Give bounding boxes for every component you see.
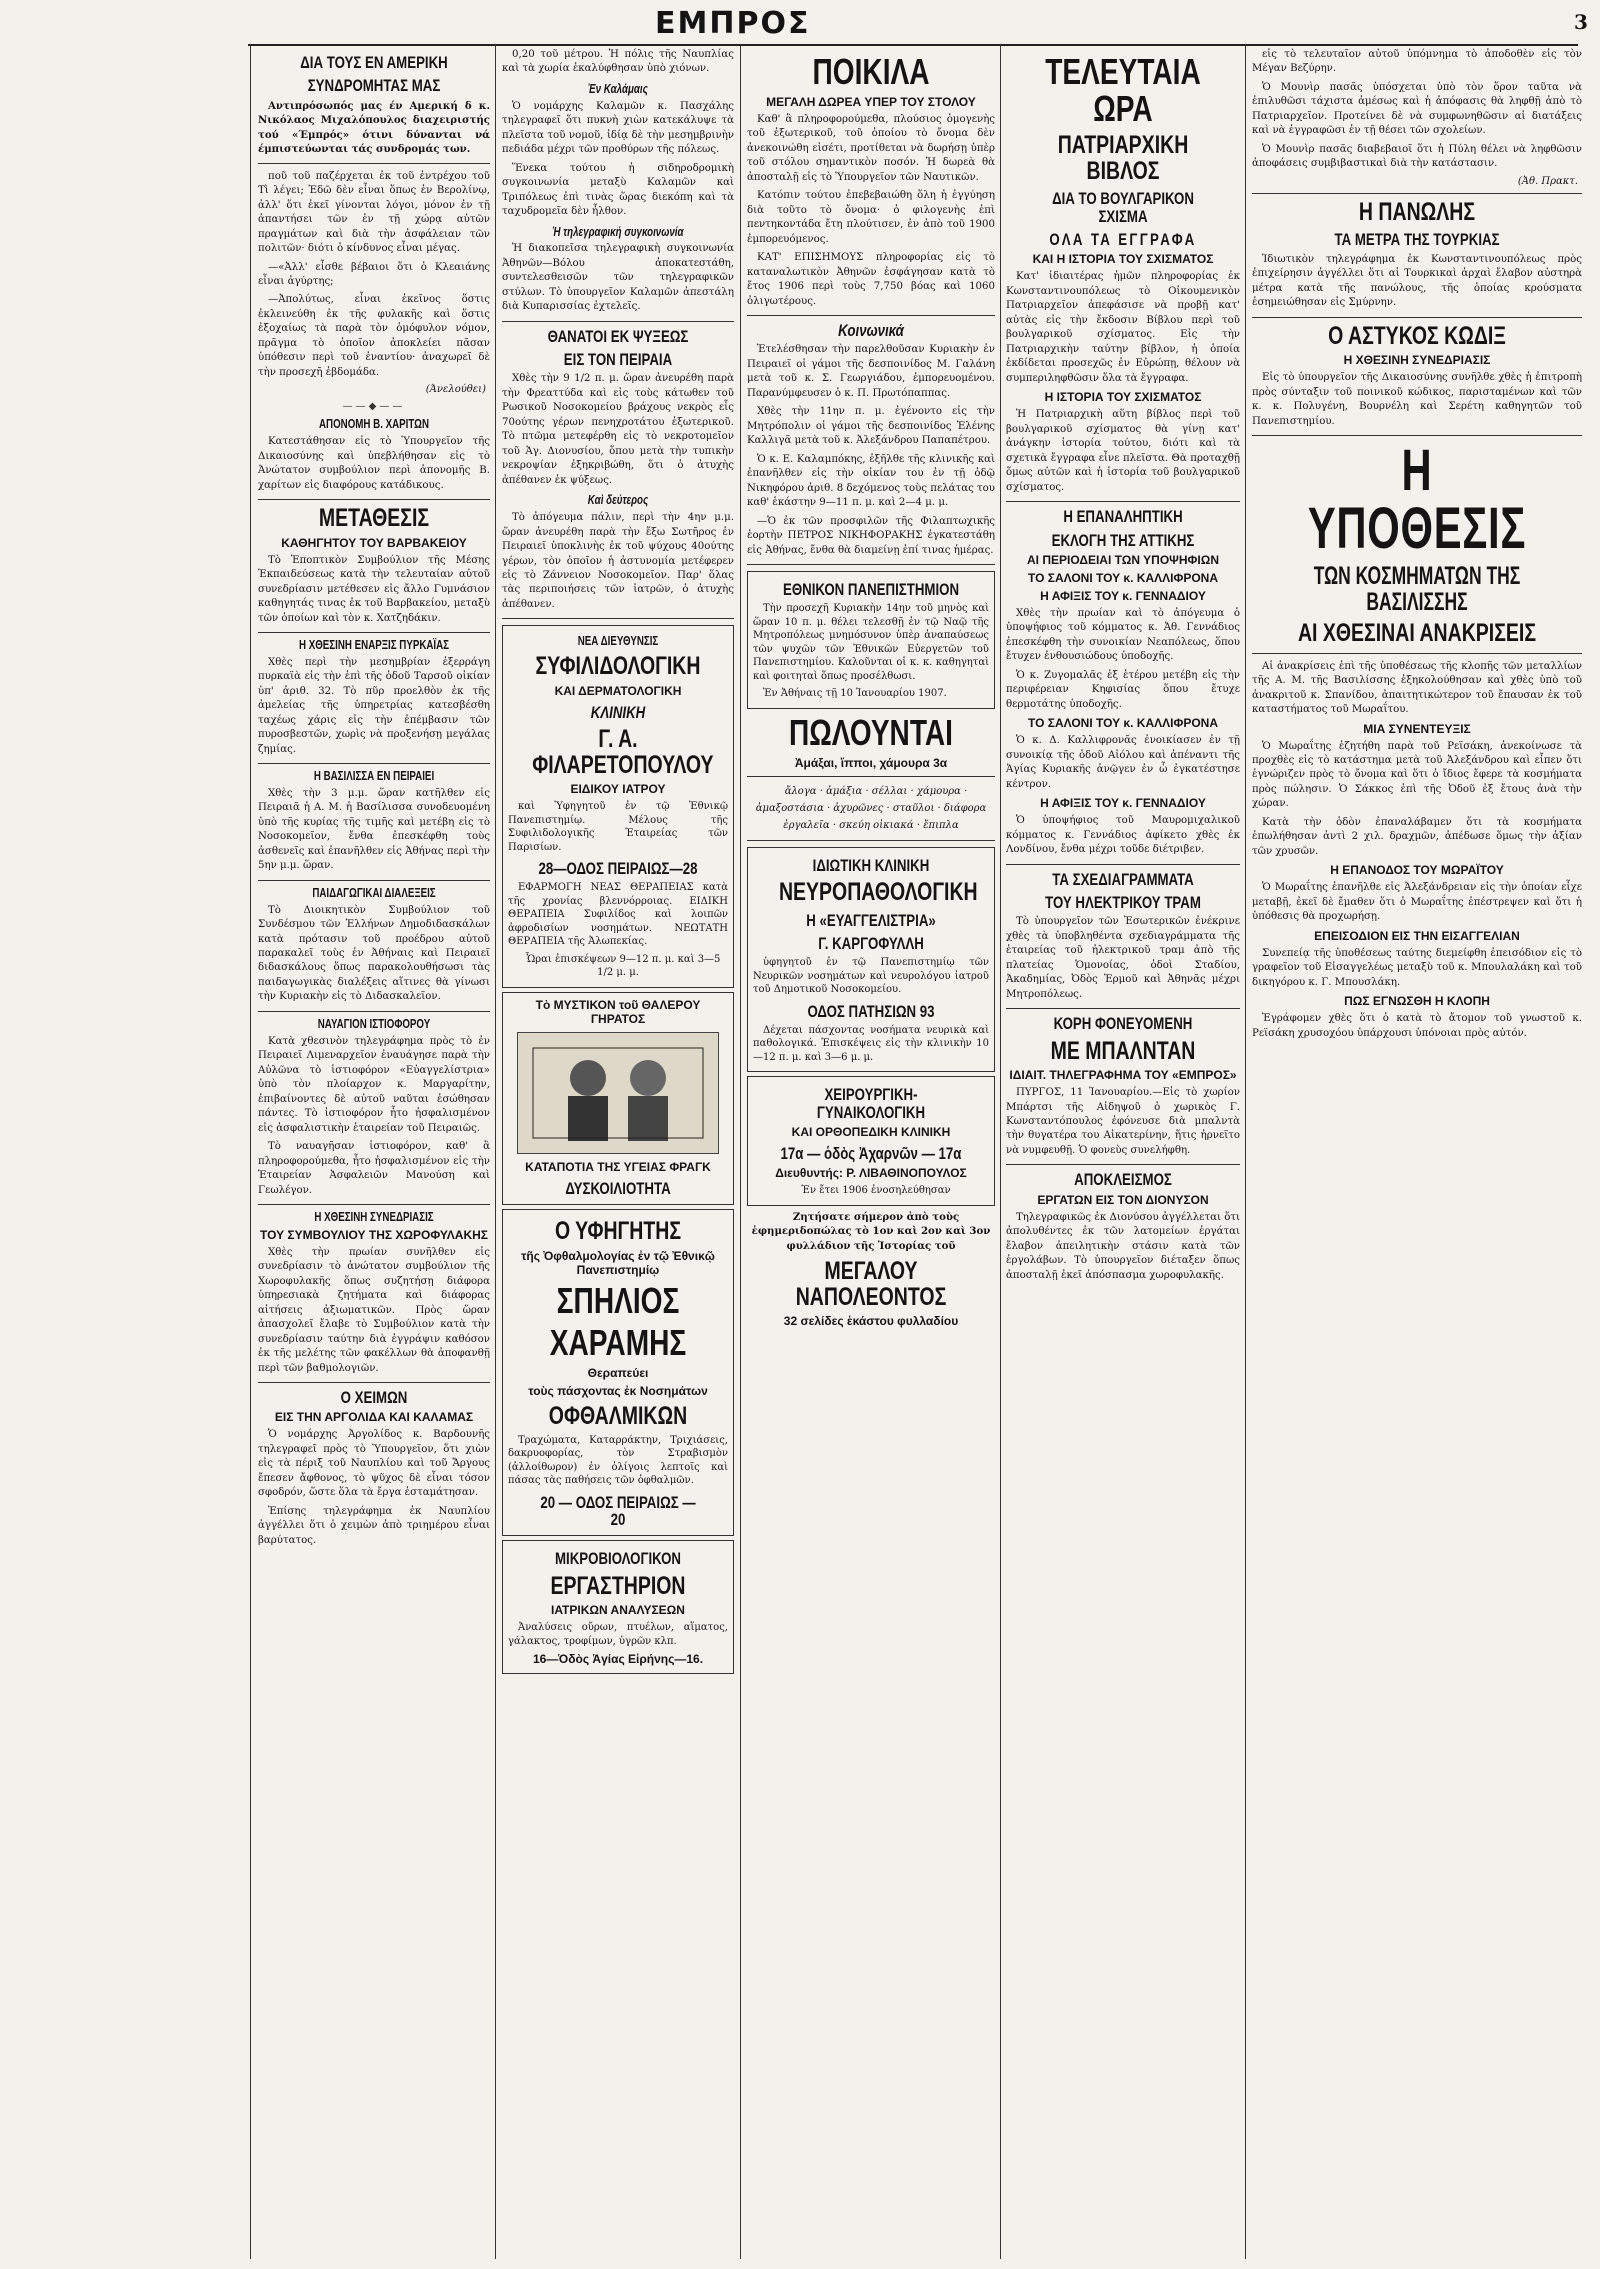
ad-acharnon: 17α — ὁδὸς Ἀχαρνῶν — 17α: [780, 1144, 962, 1164]
university-date: Ἐν Ἀθήναις τῇ 10 Ἰανουαρίου 1907.: [763, 688, 947, 700]
headline-lectures: ΠΑΙΔΑΓΩΓΙΚΑΙ ΔΙΑΛΕΞΕΙΣ: [312, 885, 436, 900]
ad-new-address: ΝΕΑ ΔΙΕΥΘΥΝΣΙΣ: [577, 634, 659, 649]
subheadline-kallifronas: ΤΟ ΣΑΛΟΝΙ ΤΟΥ κ. ΚΑΛΛΙΦΡΟΝΑ: [1027, 570, 1218, 585]
article-text: —Ἀπολύτως, εἶναι ἐκεῖνος ὅστις ἐκλεινεύθη ἐκ τῆς φυλακῆς καὶ ὅστις ἐξοχαίως τὰ παρὰ τὸν ὁμόφυλον νόμον, πρᾶγμα τὸ ὁποῖον ἀποκλείει πᾶσαν ὑπόθεσιν περὶ τοῦ ἐναντίου· ἀναχωρεῖ δὲ τὴν προσεχῆ ἑβδομάδα.: [258, 294, 490, 378]
ad-text: ΕΦΑΡΜΟΓΗ ΝΕΑΣ ΘΕΡΑΠΕΙΑΣ κατὰ τῆς χρονίας βλεννόρροιας. ΕΙΔΙΚΗ ΘΕΡΑΠΕΙΑ Συφιλίδος καὶ λοιπῶν ἀφροδισίων νοσημάτων. ΝΕΩΤΑΤΗ ΘΕΡΑΠΕΙΑ τῆς Ἀλωπεκίας.: [508, 882, 728, 948]
subheadline-baltan: ΜΕ ΜΠΑΛΝΤΑΝ: [1050, 1036, 1196, 1065]
article-text: —«Ἀλλ' εἶσθε βέβαιοι ὅτι ὁ Κλεαιάνης εἶναι ἀγύρτης;: [258, 261, 490, 287]
ophthalmology-advertisement: [502, 1209, 734, 1536]
old-couple-illustration: [517, 1032, 719, 1154]
headline-social: Κοινωνικά: [838, 321, 904, 341]
article-text: Τὴν προσεχῆ Κυριακὴν 14ην τοῦ μηνὸς καὶ ὥραν 10 π. μ. θέλει τελεσθῇ ἐν τῷ Ναῷ τῆς Μητροπόλεως μνημόσυνον ὑπὲρ ἀναπαύσεως τῶν ψυχῶν τῶν Ἐθνικῶν Εὐεργετῶν τοῦ Πανεπιστημίου. Καλοῦνται οἱ κ. κ. καθηγηταὶ καὶ φοιτηταὶ ὅπως προσέλθωσι.: [753, 603, 989, 682]
ad-doctor-title: ΕΙΔΙΚΟΥ ΙΑΤΡΟΥ: [570, 782, 666, 797]
subheadline-kallifronas-2: ΤΟ ΣΑΛΟΝΙ ΤΟΥ κ. ΚΑΛΛΙΦΡΟΝΑ: [1027, 716, 1218, 731]
article-text: Ἑτελέσθησαν τὴν παρελθοῦσαν Κυριακὴν ἐν Πειραιεῖ οἱ γάμοι τῆς δεσποινίδος Μ. Γαλάνη μετὰ τοῦ κ. Σ. Γεωργιάδου, ἐμπορευομένου. Παρανύμφευσεν ὁ κ. Π. Πρωτόπαππας.: [747, 344, 995, 399]
subheadline-history-2: Η ΙΣΤΟΡΙΑ ΤΟΥ ΣΧΙΣΜΑΤΟΣ: [1044, 390, 1202, 405]
article-text: Χθὲς τὴν 3 μ.μ. ὥραν κατῆλθεν εἰς Πειραιᾶ ἡ Α. Μ. ἡ Βασίλισσα συνοδευομένη ὑπὸ τῆς κυρίας τῆς τιμῆς καὶ μετέβη εἰς τὸ Νοσοκομεῖον, ἔνθα ἐπεσκέφθη τοὺς ἀσθενεῖς καὶ ἐπανῆλθεν εἰς Ἀθήνας περὶ τὴν 5ην μ.μ. ὥραν.: [258, 787, 490, 872]
ad-neuropath: ΝΕΥΡΟΠΑΘΟΛΟΓΙΚΗ: [778, 878, 978, 906]
article-text: Τηλεγραφικῶς ἐκ Διονύσου ἀγγέλλεται ὅτι ἀπολυθέντες ἐκ τῶν λατομείων ἐργάται ἔλαβον ἀπειλητικὴν στάσιν κατὰ τῶν ἐργολάβων. Τὸ ὑπουργεῖον διέταξεν ὅπως ἀποσταλῇ ἐκεῖ ἀπόσπασμα χωροφυλακῆς.: [1006, 1211, 1240, 1281]
article-text: Κατεστάθησαν εἰς τὸ Ὑπουργεῖον τῆς Δικαιοσύνης καὶ ὑπεβλήθησαν εἰς τὸ Ἀνώτατον συμβούλιον περὶ ἀπονομῆς Β. χαρίτων εἰς διαφόρους κατάδικους.: [258, 436, 490, 491]
signature: (Άνελούθει): [425, 384, 486, 396]
subheadline-attica: ΕΚΛΟΓΗ ΤΗΣ ΑΤΤΙΚΗΣ: [1051, 530, 1195, 550]
ad-eye-address: 20 — ΟΔΟΣ ΠΕΙΡΑΙΩΣ — 20: [540, 1492, 696, 1529]
subhead-kalamai: Ἐν Καλάμαις: [588, 81, 648, 96]
article-text: Χθὲς περὶ τὴν μεσημβρίαν ἐξερράγη πυρκαϊὰ εἰς τὴν ἐπὶ τῆς ὁδοῦ Ταρσοῦ οἰκίαν ὑπ' ἀριθ. 32. Τὸ πῦρ προελθὸν ἐκ τῆς ἀμελείας τῆς ὑπηρετρίας κατεσβέσθη ταχέως χάρις εἰς τὴν ἐπέμβασιν τῶν πυροσβεστῶν, χωρὶς νὰ προξενήσῃ μεγάλας ζημίας.: [258, 656, 490, 755]
column-rule: [740, 44, 741, 2259]
headline-lockout: ΑΠΟΚΛΕΙΣΜΟΣ: [1074, 1170, 1172, 1190]
ad-analyses: ΙΑΤΡΙΚΩΝ ΑΝΑΛΥΣΕΩΝ: [551, 1603, 685, 1618]
pills-advertisement: [502, 992, 734, 1205]
headline-shipwreck: ΝΑΥΑΓΙΟΝ ΙΣΤΙΟΦΟΡΟΥ: [317, 1016, 431, 1031]
article-text: Χθὲς τὴν 9 1/2 π. μ. ὥραν ἀνευρέθη παρὰ τὴν Φρεαττύδα καὶ εἰς τοὺς κάτωθεν τοῦ Ρωσικοῦ Νοσοκομείου βράχους νεκρὸς εἷς 70ούτης γέρων πενηχροτάτου ἐξωτερικοῦ. Τὸ πτῶμα μετεφέρθη εἰς τὸ νεκροτομεῖον τοῦ Ἁγ. Διονυσίου, ὅπου μετὰ τὴν τυπικὴν νεκροψίαν ἐξηκριβώθη, ὅτι ὁ ἀτυχὴς ἀπέθανεν ἐκ ψύξεως.: [502, 373, 734, 486]
ad-secret-title: Τὸ ΜΥΣΤΙΚΟΝ τοῦ ΘΑΛΕΡΟΥ ΓΗΡΑΤΟΣ: [535, 997, 701, 1026]
ad-text: Ἀναλύσεις οὔρων, πτυέλων, αἵματος, γάλακτος, τροφίμων, ὑγρῶν κλπ.: [508, 1622, 728, 1647]
ad-treats: Θεραπεύει: [587, 1366, 649, 1381]
page-number: 3: [1574, 10, 1588, 34]
ad-pills-name: ΚΑΤΑΠΟΤΙΑ ΤΗΣ ΥΓΕΙΑΣ ΦΡΑΓΚ: [525, 1159, 711, 1174]
ad-orthopedic: ΚΑΙ ΟΡΘΟΠΕΔΙΚΗ ΚΛΙΝΙΚΗ: [791, 1125, 951, 1140]
ad-patision: ΟΔΟΣ ΠΑΤΗΣΙΩΝ 93: [807, 1001, 935, 1021]
subheadline-prosecutor: ΕΠΕΙΣΟΔΙΟΝ ΕΙΣ ΤΗΝ ΕΙΣΑΓΓΕΛΙΑΝ: [1314, 928, 1520, 943]
column-4: [1006, 48, 1240, 2258]
column-rule: [250, 44, 251, 2259]
article-text: Κατόπιν τούτου ἐπεβεβαιώθη ὅλη ἡ ἐγγύηση διὰ τοῦτο τὸ ὄνομα· ὁ φιλογενὴς ἐπὶ πεντηκοντάδα ἔτη πλούτισεν, ἐν ἀπὸ τοῦ 1900 ἐμπορευόμενος.: [747, 190, 995, 245]
article-text: Τὸ Ἐποπτικὸν Συμβούλιον τῆς Μέσης Ἐκπαιδεύσεως κατὰ τὴν τελευταίαν αὐτοῦ συνεδρίασιν μετέθεσεν εἰς ἄλλο Γυμνάσιον καθηγητάς τινας ἐκ τοῦ Βαρβακείου, μεταξὺ τῶν ὁποίων καὶ τὸν κ. Χατζηδάκιν.: [258, 554, 490, 624]
article-text: ΠΥΡΓΟΣ, 11 Ἰανουαρίου.—Εἰς τὸ χωρίον Μπάρτσι τῆς Αἰδηψοῦ ὁ χωρικὸς Γ. Κωνσταντόπουλος ἐφόνευσε διὰ μπαλντὰ τὴν θυγατέρα του Αἰκατερίνην, ἥτις ἠρνεῖτο νὰ νυμφευθῇ. Ὁ φονεὺς συνελήφθη.: [1006, 1087, 1240, 1156]
ad-year: Ἐν ἔτει 1906 ἐνοσηλεύθησαν: [801, 1185, 951, 1197]
headline-investigations: ΑΙ ΧΘΕΣΙΝΑΙ ΑΝΑΚΡΙΣΕΙΣ: [1297, 619, 1537, 648]
subheadline-gennadios: Η ΑΦΙΞΙΣ ΤΟΥ κ. ΓΕΝΝΑΔΙΟΥ: [1040, 588, 1206, 603]
article-text: Ὁ Μωραΐτης ἐζητήθη παρὰ τοῦ Ρεϊσάκη, ἀνεκοίνωσε τὰ προχθὲς εἰς τὸ κατάστημα μετὰ τοῦ Ἀλεξάνδρου καὶ εἶπεν ὅτι ἐγνώριζεν πρὸς τὸ ὄνομα καὶ ὅτι ὁ ἴδιος ἔφερε τὰ κοσμήματα πρὸς πώλησιν. Ὁ Σάκκος ἐπὶ τῆς Ὀδοῦ ἐξ ἔτους ἀνὰ τὴν χώραν.: [1252, 740, 1582, 810]
masthead: [0, 2, 1600, 42]
ad-micro: ΜΙΚΡΟΒΙΟΛΟΓΙΚΟΝ: [554, 1549, 681, 1569]
article-text: Εἰς τὸ ὑπουργεῖον τῆς Δικαιοσύνης συνῆλθε χθὲς ἡ ἐπιτροπὴ πρὸς σύνταξιν τοῦ ποινικοῦ κώδικος, παρισταμένων καὶ τῶν κ. κ. Πολυγένη, Βουρνέλη καὶ Σερέτη καθηγητῶν τοῦ Πανεπιστημίου.: [1252, 372, 1582, 427]
subheadline-return: Η ΕΠΑΝΟΔΟΣ ΤΟΥ ΜΩΡΑΪΤΟΥ: [1330, 863, 1504, 878]
article-text: Ὁ Μουνὶρ πασᾶς ὑπόσχεται ὑπὸ τὸν ὅρον ταῦτα νὰ ἐπιλυθῶσι τάχιστα ἀμέσως καὶ ἡ ἀπόφασις θὰ ληφθῇ ἀπὸ τὸ Πατριαρχεῖον. Προτείνει δὲ νὰ συμφωνηθῶσιν αἱ διατάξεις καὶ νὰ ἐγγραφῶσι ἐν τῇ θέσει τῶν σχολείων.: [1252, 81, 1582, 137]
article-text: Ἕνεκα τούτου ἡ σιδηροδρομικὴ συγκοινωνία μεταξὺ Καλαμῶν καὶ Τριπόλεως ἐπὶ τινὰς ὥρας διεκόπη καὶ τὰ ταχυδρομεῖα δὲν ἦλθον.: [502, 162, 734, 218]
article-text: Ὁ νομάρχης Καλαμῶν κ. Πασχάλης τηλεγραφεῖ ὅτι πυκνὴ χιὼν κατεκάλυψε τὰ πλεῖστα τοῦ νομοῦ, ἰδίᾳ δὲ τὴν μεσημβρινὴν πεδιάδα μέχρι τῶν προθύρων τῆς πόλεως.: [502, 100, 734, 156]
column-2: [502, 48, 734, 2258]
ad-text: ὑφηγητοῦ ἐν τῷ Πανεπιστημίῳ τῶν Νευρικῶν νοσημάτων καὶ νευρολόγου ἰατροῦ τοῦ Δημοτικοῦ Νοσοκομείου.: [753, 957, 989, 996]
subheadline-measures: ΤΑ ΜΕΤΡΑ ΤΗΣ ΤΟΥΡΚΙΑΣ: [1334, 230, 1500, 250]
column-3: [747, 48, 995, 2258]
laboratory-advertisement: [502, 1540, 734, 1674]
ad-name-last: ΧΑΡΑΜΗΣ: [549, 1322, 687, 1364]
article-text: Τὸ ὑπουργεῖον τῶν Ἐσωτερικῶν ἐνέκρινε χθὲς τὰ ὑποβληθέντα σχεδιαγράμματα τῆς ἑταιρείας τοῦ ἠλεκτρικοῦ τραμ ἀπὸ τῆς πλατείας Ὁμονοίας, ὁδοὶ Σταδίου, Ἀκαδημίας, Ὀδὸς Ἑρμοῦ καὶ Ἀθηνᾶς μέχρι Μητροπόλεως.: [1006, 916, 1240, 1000]
column-rule: [1245, 44, 1246, 2259]
headline-awards: ΑΠΟΝΟΜΗ Β. ΧΑΡΙΤΩΝ: [318, 417, 430, 432]
surgical-clinic-ad: [747, 1076, 995, 1205]
ad-lab: ΕΡΓΑΣΤΗΡΙΟΝ: [550, 1571, 686, 1600]
article-text: Ὁ Μωραΐτης ἐπανῆλθε εἰς Ἀλεξάνδρειαν εἰς τὴν ὁποίαν εἶχε μεταβῇ, ἐκεῖ δὲ ἔμαθεν ὅτι ὁ Μωραΐτης ἐπέστρεψεν καὶ ὅτι ἡ ὑπόθεσις θὰ προχωρήσῃ.: [1252, 882, 1582, 923]
subhead-second: Καὶ δεύτερος: [587, 493, 649, 508]
subheadline-argolis: ΕΙΣ ΤΗΝ ΑΡΓΟΛΙΔΑ ΚΑΙ ΚΑΛΑΜΑΣ: [274, 1410, 474, 1425]
headline-miscellaneous: ΠΟΙΚΙΛΑ: [812, 51, 930, 92]
article-text: Χθὲς τὴν 11ην π. μ. ἐγένοντο εἰς τὴν Μητρόπολιν οἱ γάμοι τῆς δεσποινίδος Ἑλένης Καλλιγᾶ μετὰ τοῦ κ. Ἀλεξάνδρου Παπαπέτρου.: [747, 406, 995, 447]
column-rule: [495, 44, 496, 2259]
ad-list: ἄλογα · ἀμάξια · σέλλαι · χάμουρα · ἀμαξοστάσια · ἀχυρῶνες · σταῦλοι · διάφορα ἐργαλεῖα · σκεύη οἰκιακά · ἔπιπλα: [755, 785, 987, 831]
article-text: Συνεπείᾳ τῆς ὑποθέσεως ταύτης διεμείφθη ἐπεισόδιον εἰς τὸ γραφεῖον τοῦ Εἰσαγγελέως μεταξὺ τοῦ κ. Μπουλαλάκη καὶ τοῦ δικηγόρου κ. Γ. Μπουσλάκη.: [1252, 947, 1582, 988]
headline-last-hour: ΤΕΛΕΥΤΑΙΑ ΩΡΑ: [1045, 51, 1201, 129]
ad-evangelistria: Η «ΕΥΑΓΓΕΛΙΣΤΡΙΑ»: [806, 910, 936, 930]
subheadline-subscribers: ΣΥΝΔΡΟΜΗΤΑΣ ΜΑΣ: [307, 76, 441, 96]
article-text: Ἐγράφομεν χθὲς ὅτι ὁ κατὰ τὸ ἄτομον τοῦ γνωστοῦ κ. Ρεϊσάκη χρυσοχόου ὑπάρχουσι ὑπόνοιαι πρὸς αὐτόν.: [1252, 1013, 1582, 1039]
ad-text: καὶ Ὑφηγητοῦ ἐν τῷ Ἐθνικῷ Πανεπιστημίῳ. Μέλους τῆς Συφιλιδολογικῆς Ἑταιρείας τῶν Παρισίων.: [508, 801, 728, 853]
article-text: Ὁ κ. Ζυγομαλᾶς ἐξ ἑτέρου μετέβη εἰς τὴν περιφέρειαν Κηφισίας ὅπου ἔτυχε θερμοτάτης ὑποδοχῆς.: [1006, 669, 1240, 710]
column-1: [258, 48, 490, 2258]
article-text: Τὸ Διοικητικὸν Συμβούλιον τοῦ Συνδέσμου τῶν Ἑλλήνων Δημοδιδασκάλων κατὰ πρότασιν τοῦ προέδρου αὐτοῦ παρακαλεῖ τοὺς ἐν Ἀθήναις καὶ Πειραιεῖ διδασκάλους ὅπως παρακολουθήσωσι τὰς παιδαγωγικὰς διαλέξεις αἵτινες θὰ γίνωσι τὴν Κυριακὴν εἰς τὸ Διδασκαλεῖον.: [258, 904, 490, 1003]
ad-lecturer: Ο ΥΦΗΓΗΤΗΣ: [554, 1217, 682, 1246]
headline-blueprints: ΤΑ ΣΧΕΔΙΑΓΡΑΜΜΑΤΑ: [1052, 869, 1194, 889]
ad-director: Διευθυντής: Ρ. ΛΙΒΑΘΙΝΟΠΟΥΛΟΣ: [775, 1166, 967, 1181]
headline-queen-jewels: ΤΩΝ ΚΟΣΜΗΜΑΤΩΝ ΤΗΣ ΒΑΣΙΛΙΣΣΗΣ: [1313, 562, 1521, 616]
subheadline-meeting: Η ΧΘΕΣΙΝΗ ΣΥΝΕΔΡΙΑΣΙΣ: [1343, 353, 1491, 368]
subheadline-interview: ΜΙΑ ΣΥΝΕΝΤΕΥΞΙΣ: [1363, 721, 1471, 736]
ad-hours: Ὧραι ἐπισκέψεων 9—12 π. μ. καὶ 3—5 1/2 μ. μ.: [525, 953, 721, 979]
top-rule: [248, 44, 1578, 46]
article-text: Ὁ νομάρχης Ἀργολίδος κ. Βαρδουνῆς τηλεγραφεῖ πρὸς τὸ Ὑπουργεῖον, ὅτι χιὼν εἰς τὰ πέριξ τοῦ Ναυπλίου καὶ τοῦ Ἄργους ἔπεσεν ἄφθονος, τὸ ψῦχος δὲ εἶναι τόσον σφοδρόν, ὥστε ὅλα τὰ ἔργα ἐσταμάτησαν.: [258, 1429, 490, 1499]
headline-the-case: Η ΥΠΟΘΕΣΙΣ: [1307, 438, 1527, 562]
article-text: Χθὲς τὴν πρωίαν καὶ τὸ ἀπόγευμα ὁ ὑποψήφιος τοῦ κόμματος κ. Ἀθ. Γεννάδιος ἐπεσκέφθη τὴν συνοικίαν Νεαπόλεως, ὅπου ἔτυχεν ἐνθουσιώδους ὑποδοχῆς.: [1006, 607, 1240, 663]
headline-university: ΕΘΝΙΚΟΝ ΠΑΝΕΠΙΣΤΗΜΙΟΝ: [782, 580, 960, 600]
newspaper-title: ΕΜΠΡΟΣ: [655, 6, 811, 41]
headline-police-code: Ο ΑΣΤΥΚΟΣ ΚΩΔΙΞ: [1328, 321, 1506, 350]
headline-plague: Η ΠΑΝΩΛΗΣ: [1358, 197, 1476, 226]
headline-council-meeting: Η ΧΘΕΣΙΝΗ ΣΥΝΕΔΡΙΑΣΙΣ: [314, 1210, 434, 1224]
ad-lecturer-sub: τῆς Ὀφθαλμολογίας ἐν τῷ Ἐθνικῷ Πανεπιστημίῳ: [521, 1248, 715, 1277]
article-text: ΚΑΤ' ΕΠΙΣΗΜΟΥΣ πληροφορίας εἰς τὸ καταναλωτικὸν Ἀθηνῶν ἐσφάγησαν κατὰ τὸ ἔτος 1906 περὶ τοὺς 7,750 βόας καὶ 1060 ὀλιγωτέρους.: [747, 252, 995, 307]
ad-text: Δέχεται πάσχοντας νοσήματα νευρικὰ καὶ παθολογικά. Ἐπισκέψεις εἰς τὴν κλινικὴν 10—12 π. μ. καὶ 3—6 μ. μ.: [753, 1024, 989, 1063]
article-text: Ὁ κ. Ε. Καλαμπόκης, ἐξῆλθε τῆς κλινικῆς καὶ ἐπανῆλθεν εἰς τὴν οἰκίαν του ἐν τῇ ὁδῷ Νικηφόρου ἀριθ. 8 δεχόμενος τοὺς πελάτας του καθ' ἑκάστην 9—11 π. μ. καὶ 2—4 μ. μ.: [747, 453, 995, 509]
column-5: [1252, 48, 1582, 2258]
headline-girl-murdered: ΚΟΡΗ ΦΟΝΕΥΟΜΕΝΗ: [1053, 1014, 1193, 1034]
article-text: Αἱ ἀνακρίσεις ἐπὶ τῆς ὑποθέσεως τῆς κλοπῆς τῶν μεταλλίων τῆς Α. Μ. τῆς Βασιλίσσης ἐξηκολούθησαν καὶ χθὲς ὑπὸ τοῦ ἀνακριτοῦ κ. Σπανίδου, ἀπαιτητικώτερον τοῦ ἔπαυσαν ἐκ τοῦ καταστήματος τοῦ Μωραΐτου.: [1252, 660, 1582, 716]
article-text: Κατὰ χθεσινὸν τηλεγράφημα πρὸς τὸ ἐν Πειραιεῖ Λιμεναρχεῖον ἐναυάγησε παρὰ τὴν Αὐλῶνα τὸ ἱστιοφόρον «Εὐαγγελίστρια» ὑπὸ τὸν πλοίαρχον κ. Μαργαρίτην, ἐπιβαίνοντες δὲ αὐτοῦ ναῦται ἐσώθησαν πάντες. Τὸ ἱστιοφόρον ἦτο ἠσφαλισμένον εἰς ἀσφαλιστικὴν ἑταιρείαν τοῦ Πειραιῶς.: [258, 1035, 490, 1134]
notice-representative: Αντιπρόσωπός μας έν Αμερική δ κ. Νικόλαος Μιχαλόπουλος διαχειριστής τού «Έμπρός» ότινι δύνανται νά έμπιστεύωνται τάς συνδρομάς των.: [258, 99, 490, 156]
article-text: Κατ' ἰδιαιτέρας ἡμῶν πληροφορίας ἐκ Κωνσταντινουπόλεως τὸ Οἰκουμενικὸν Πατριαρχεῖον ἀπεφάσισε νὰ προβῇ κατ' αὐτὰς εἰς τὴν ἔκδοσιν Βίβλου περὶ τοῦ βουλγαρικοῦ σχίσματος. Εἰς τὴν Πατριαρχικὴν ταύτην βίβλον, ἡ ὁποία ἐκδίδεται προσεχῶς ἐν Εὐρώπῃ, θέλουν νὰ συμπεριληφθῶσιν ὅλα τὰ ἔγγραφα.: [1006, 271, 1240, 384]
ornament: ——◆——: [342, 401, 406, 413]
article-text: εἰς τὸ τελευταῖον αὐτοῦ ὑπόμνημα τὸ ἀποδοθὲν εἰς τὸν Μέγαν Βεζύρην.: [1252, 49, 1582, 75]
ad-patients: τοὺς πάσχοντας ἐκ Νοσημάτων: [528, 1384, 708, 1399]
subheadline-discovery: ΠΩΣ ΕΓΝΩΣΘΗ Η ΚΛΟΠΗ: [1344, 994, 1490, 1009]
subheadline-piraeus: ΕΙΣ ΤΟΝ ΠΕΙΡΑΙΑ: [563, 350, 673, 370]
subheadline-gendarmerie: ΤΟΥ ΣΥΜΒΟΥΛΙΟΥ ΤΗΣ ΧΩΡΟΦΥΛΑΚΗΣ: [259, 1227, 489, 1242]
ad-clinic-sub: ΚΑΙ ΔΕΡΜΑΤΟΛΟΓΙΚΗ: [554, 683, 682, 698]
subhead-telegraph: Ἡ τηλεγραφική συγκοινωνία: [552, 224, 684, 239]
clinic-advertisement: [502, 625, 734, 987]
ad-text: Τραχώματα, Καταρράκτην, Τριχιάσεις, δακρυοφορίας, τὸν Στραβισμὸν (ἀλλοίθωρον) ἐν ὀλίγοις λεπτοῖς καὶ πάσας τὰς παθήσεις τῶν ὀφθαλμῶν.: [508, 1434, 728, 1487]
subheadline-history: ΚΑΙ Η ΙΣΤΟΡΙΑ ΤΟΥ ΣΧΙΣΜΑΤΟΣ: [1032, 252, 1214, 267]
article-text: Ἰδιωτικὸν τηλεγράφημα ἐκ Κωνσταντινουπόλεως πρὸς ἐπιχείρησιν ἀγγέλλει ὅτι αἱ Τουρκικαὶ ἀρχαὶ ἔλαβον αὐστηρὰ μέτρα κατὰ τῆς πανώλους, τῆς ὁποίας κρούσματα ἐσημειώθησαν εἰς Σμύρνην.: [1252, 253, 1582, 309]
column-rule: [1000, 44, 1001, 2259]
ad-private-clinic: ΙΔΙΩΤΙΚΗ ΚΛΙΝΙΚΗ: [812, 855, 930, 875]
university-notice: [747, 571, 995, 709]
ad-clinic-title: ΣΥΦΙΛΙΔΟΛΟΓΙΚΗ: [535, 652, 701, 681]
article-text: Ἡ διακοπεῖσα τηλεγραφικὴ συγκοινωνία Ἀθηνῶν—Βόλου ἀποκατεστάθη, συντελεσθεισῶν τῶν τηλεγραφικῶν στύλων. Τὸ ὑπουργεῖον Καλαμῶν ἀπεστάλη διὰ Κυπαρισσίας ἐχτελεῖς.: [502, 243, 734, 313]
headline-patriarchal-book: ΠΑΤΡΙΑΡΧΙΚΗ ΒΙΒΛΟΣ: [1057, 131, 1189, 185]
subheadline-telegram: ΙΔΙΑΙΤ. ΤΗΛΕΓΡΑΦΗΜΑ ΤΟΥ «ΕΜΠΡΟΣ»: [1009, 1068, 1237, 1083]
subheadline-campaigns: ΑΙ ΠΕΡΙΟΔΕΙΑΙ ΤΩΝ ΥΠΟΨΗΦΙΩΝ: [1026, 552, 1220, 567]
headline-documents: ΟΛΑ ΤΑ ΕΓΓΡΑΦΑ: [1049, 230, 1197, 250]
subheadline-donation: ΜΕΓΑΛΗ ΔΩΡΕΑ ΥΠΕΡ ΤΟΥ ΣΤΟΛΟΥ: [766, 94, 976, 109]
napoleon-pages: 32 σελίδες ἑκάστου φυλλαδίου: [783, 1314, 959, 1329]
headline-america: ΔΙΑ ΤΟΥΣ ΕΝ ΑΜΕΡΙΚΗ: [300, 53, 448, 72]
article-text: Ὁ ὑποψήφιος τοῦ Μαυρομιχαλικοῦ κόμματος κ. Γεννάδιος ἀφίκετο χθὲς ἐκ Λονδίνου, ἔνθα μέχρι τοῦδε διέτριβεν.: [1006, 815, 1240, 856]
article-text: Χθὲς τὴν πρωίαν συνῆλθεν εἰς συνεδρίασιν τὸ ἀνώτατον συμβούλιον τῆς Χωροφυλακῆς ὅπως συζητήσῃ διάφορα ὑπηρεσιακὰ ζητήματα καὶ διάφορας αἰτήσεις ἀξιωματικῶν. Πρὸς ὥραν ἀπασχολεῖ ἔλαβε τὸ Συμβούλιον κατὰ τὴν συνεδρίασιν ταύτην διὰ ἐγγράψιν καθόσον ἐκ τῆς μελέτης τῶν φακέλλων θὰ ἀποφανθῇ περὶ τῶν βαθμολογιῶν.: [258, 1246, 490, 1374]
article-text: Κατὰ τὴν ὁδὸν ἐπαναλάβαμεν ὅτι τὰ κοσμήματα ἐπωλήθησαν ἀντὶ 2 χιλ. δραχμῶν, ἀπέδωσε ὅμως τὴν ἀξίαν τῶν χρυσῶν.: [1252, 816, 1582, 857]
ad-doctor-name: Γ. Α. ΦΙΛΑΡΕΤΟΠΟΥΛΟΥ: [532, 725, 714, 779]
article-text: Καθ' ἃ πληροφορούμεθα, πλούσιος ὁμογενὴς τοῦ ἐξωτερικοῦ, τοῦ ὁποίου τὸ ὄνομα δὲν ἀνεκοινώθη εἰσέτι, προτίθεται νὰ δωρήσῃ ὑπὲρ τοῦ στόλου σημαντικὸν ποσόν. Ἡ δωρεὰ θὰ ἀποσταλῇ εἰς τὸ Ὑπουργεῖον τῶν Ναυτικῶν.: [747, 113, 995, 183]
headline-bulgarian-schism: ΔΙΑ ΤΟ ΒΟΥΛΓΑΡΙΚΟΝ ΣΧΙΣΜΑ: [1052, 189, 1194, 226]
ad-eye-diseases: ΟΦΘΑΛΜΙΚΩΝ: [548, 1402, 688, 1431]
headline-repeat-election: Η ΕΠΑΝΑΛΗΠΤΙΚΗ: [1063, 507, 1183, 527]
headline-for-sale: ΠΩΛΟΥΝΤΑΙ: [789, 711, 953, 753]
article-text: Ἐπίσης τηλεγράφημα ἐκ Ναυπλίου ἀγγέλλει ὅτι ὁ χειμὼν ἀπὸ τριημέρου εἶναι βαρύτατος.: [258, 1505, 490, 1546]
article-text: 0,20 τοῦ μέτρου. Ἡ πόλις τῆς Ναυπλίας καὶ τὰ χωρία ἐκαλύφθησαν ὑπὸ χιόνων.: [502, 49, 734, 75]
article-text: Ἡ Πατριαρχικὴ αὕτη βίβλος περὶ τοῦ βουλγαρικοῦ σχίσματος θὰ γίνῃ κατ' ἀνάγκην ἱστορία τούτου, διότι καὶ τὰ σχετικὰ ἔγγραφα εἶνε πλεῖστα. Θὰ προταχθῇ ὅμως αὐτῶν καὶ ἡ ἱστορία τοῦ βουλγαρικοῦ σχίσματος.: [1006, 409, 1240, 493]
article-text: Ὁ κ. Δ. Καλλιφρονᾶς ἐνοικίασεν ἐν τῇ συνοικίᾳ τῆς ὁδοῦ Αἰόλου καὶ ἀπέναντι τῆς Ἁγίας Κυριακῆς ἀνῷγεν ἐν ὧ ἐγκατέστησε κέντρον.: [1006, 735, 1240, 790]
neuro-clinic-ad: [747, 847, 995, 1073]
napoleon-promo: Ζητήσατε σήμερον ἀπὸ τοὺς ἐφημεριδοπώλας τὸ 1ον καὶ 2ον καὶ 3ον φυλλάδιον τῆς Ἱστορίας τοῦ: [751, 1210, 991, 1252]
headline-cold-deaths: ΘΑΝΑΤΟΙ ΕΚ ΨΥΞΕΩΣ: [547, 326, 689, 346]
headline-fire: Η ΧΘΕΣΙΝΗ ΕΝΑΡΞΙΣ ΠΥΡΚΑΪΑΣ: [298, 637, 450, 652]
ad-name-first: ΣΠΗΛΙΟΣ: [556, 1279, 680, 1321]
headline-winter: Ο ΧΕΙΜΩΝ: [340, 1388, 408, 1408]
subheadline-gennadios-2: Η ΑΦΙΞΙΣ ΤΟΥ κ. ΓΕΝΝΑΔΙΟΥ: [1040, 796, 1206, 811]
headline-napoleon: ΜΕΓΑΛΟΥ ΝΑΠΟΛΕΟΝΤΟΣ: [795, 1257, 947, 1311]
subheadline-dionysos: ΕΡΓΑΤΩΝ ΕΙΣ ΤΟΝ ΔΙΟΝΥΣΟΝ: [1037, 1192, 1209, 1207]
article-text: Ὁ Μουνὶρ πασᾶς διαβεβαιοῖ ὅτι ἡ Πύλη θέλει νὰ ληφθῶσιν ἀποφάσεις συμβιβαστικαὶ διὰ τὴν κατάστασιν.: [1252, 143, 1582, 170]
ad-address: 28—ΟΔΟΣ ΠΕΙΡΑΙΩΣ—28: [538, 859, 698, 879]
ad-kargofylli: Γ. ΚΑΡΓΟΦΥΛΛΗ: [818, 933, 924, 953]
headline-queen: Η ΒΑΣΙΛΙΣΣΑ ΕΝ ΠΕΙΡΑΙΕΙ: [313, 769, 435, 784]
article-text: —Ὁ ἐκ τῶν προσφιλῶν τῆς Φιλαπτωχικῆς ἑορτὴν ΠΕΤΡΟΣ ΝΙΚΗΦΟΡΑΚΗΣ ἐγκατεστάθη εἰς Ἀθήνας, ἔνθα θὰ διαμείνῃ ἐπί τινας ἡμέρας.: [747, 515, 995, 556]
article-text: ποῦ τοῦ παζέρχεται ἐκ τοῦ ἐντρέχου τοῦ Τὶ λέγει; Ἐδῶ δὲν εἶναι ὅπως ἐν Βερολίνῳ, ἀλλ' ὅτι ἐκεῖ γίνονται λόγοι, μόνον ἐν τῇ ἀπαντήσει τῶν ἐν τῇ χώρᾳ αὐτῶν πραγμάτων καὶ διὰ τὴν ἀσφάλειαν τῶν πολιτῶν· διότι ὁ κίνδυνος εἶναι μέγας.: [258, 170, 490, 255]
article-text: Τὸ ναυαγῆσαν ἱστιοφόρον, καθ' ἃ πληροφορούμεθα, ἦτο ἠσφαλισμένον εἰς τὴν Ἑταιρείαν Ἀσφαλειῶν Μανούση καὶ Γεωλέγον.: [258, 1141, 490, 1196]
article-text: Τὸ ἀπόγευμα πάλιν, περὶ τὴν 4ην μ.μ. ὥραν ἀνευρέθη παρὰ τὴν ἔξω Σωτῆρος ἐν Πειραιεῖ ὑποκλινὴς ἐκ τοῦ ψύχους 40ούτης γέρων, τὸν ὁποῖον ἡ ἀστυνομία μετέφερεν εἰς τὸ Ζάννειον Νοσοκομεῖον. Παρ' ὅλας τὰς περιποιήσεις τῶν ἰατρῶν, ὁ ἀτυχὴς ἀπέθανεν.: [502, 512, 734, 610]
subheadline-professor: ΚΑΘΗΓΗΤΟΥ ΤΟΥ ΒΑΡΒΑΚΕΙΟΥ: [281, 535, 467, 550]
ad-lab-address: 16—Ὁδὸς Ἁγίας Εἰρήνης—16.: [532, 1652, 704, 1667]
headline-transfer: ΜΕΤΑΘΕΣΙΣ: [318, 504, 430, 533]
sale-items: Ἀμάξαι, ἵπποι, χάμουρα 3α: [794, 755, 948, 770]
subheadline-tram: ΤΟΥ ΗΛΕΚΤΡΙΚΟΥ ΤΡΑΜ: [1045, 892, 1201, 912]
ad-constipation: ΔΥΣΚΟΙΛΙΟΤΗΤΑ: [565, 1178, 671, 1198]
ad-clinic-word: ΚΛΙΝΙΚΗ: [590, 702, 646, 722]
ad-surgical: ΧΕΙΡΟΥΡΓΙΚΗ-ΓΥΝΑΙΚΟΛΟΓΙΚΗ: [816, 1085, 926, 1122]
signature-praktika: (Ἀθ. Πρακτ.: [1517, 175, 1578, 187]
